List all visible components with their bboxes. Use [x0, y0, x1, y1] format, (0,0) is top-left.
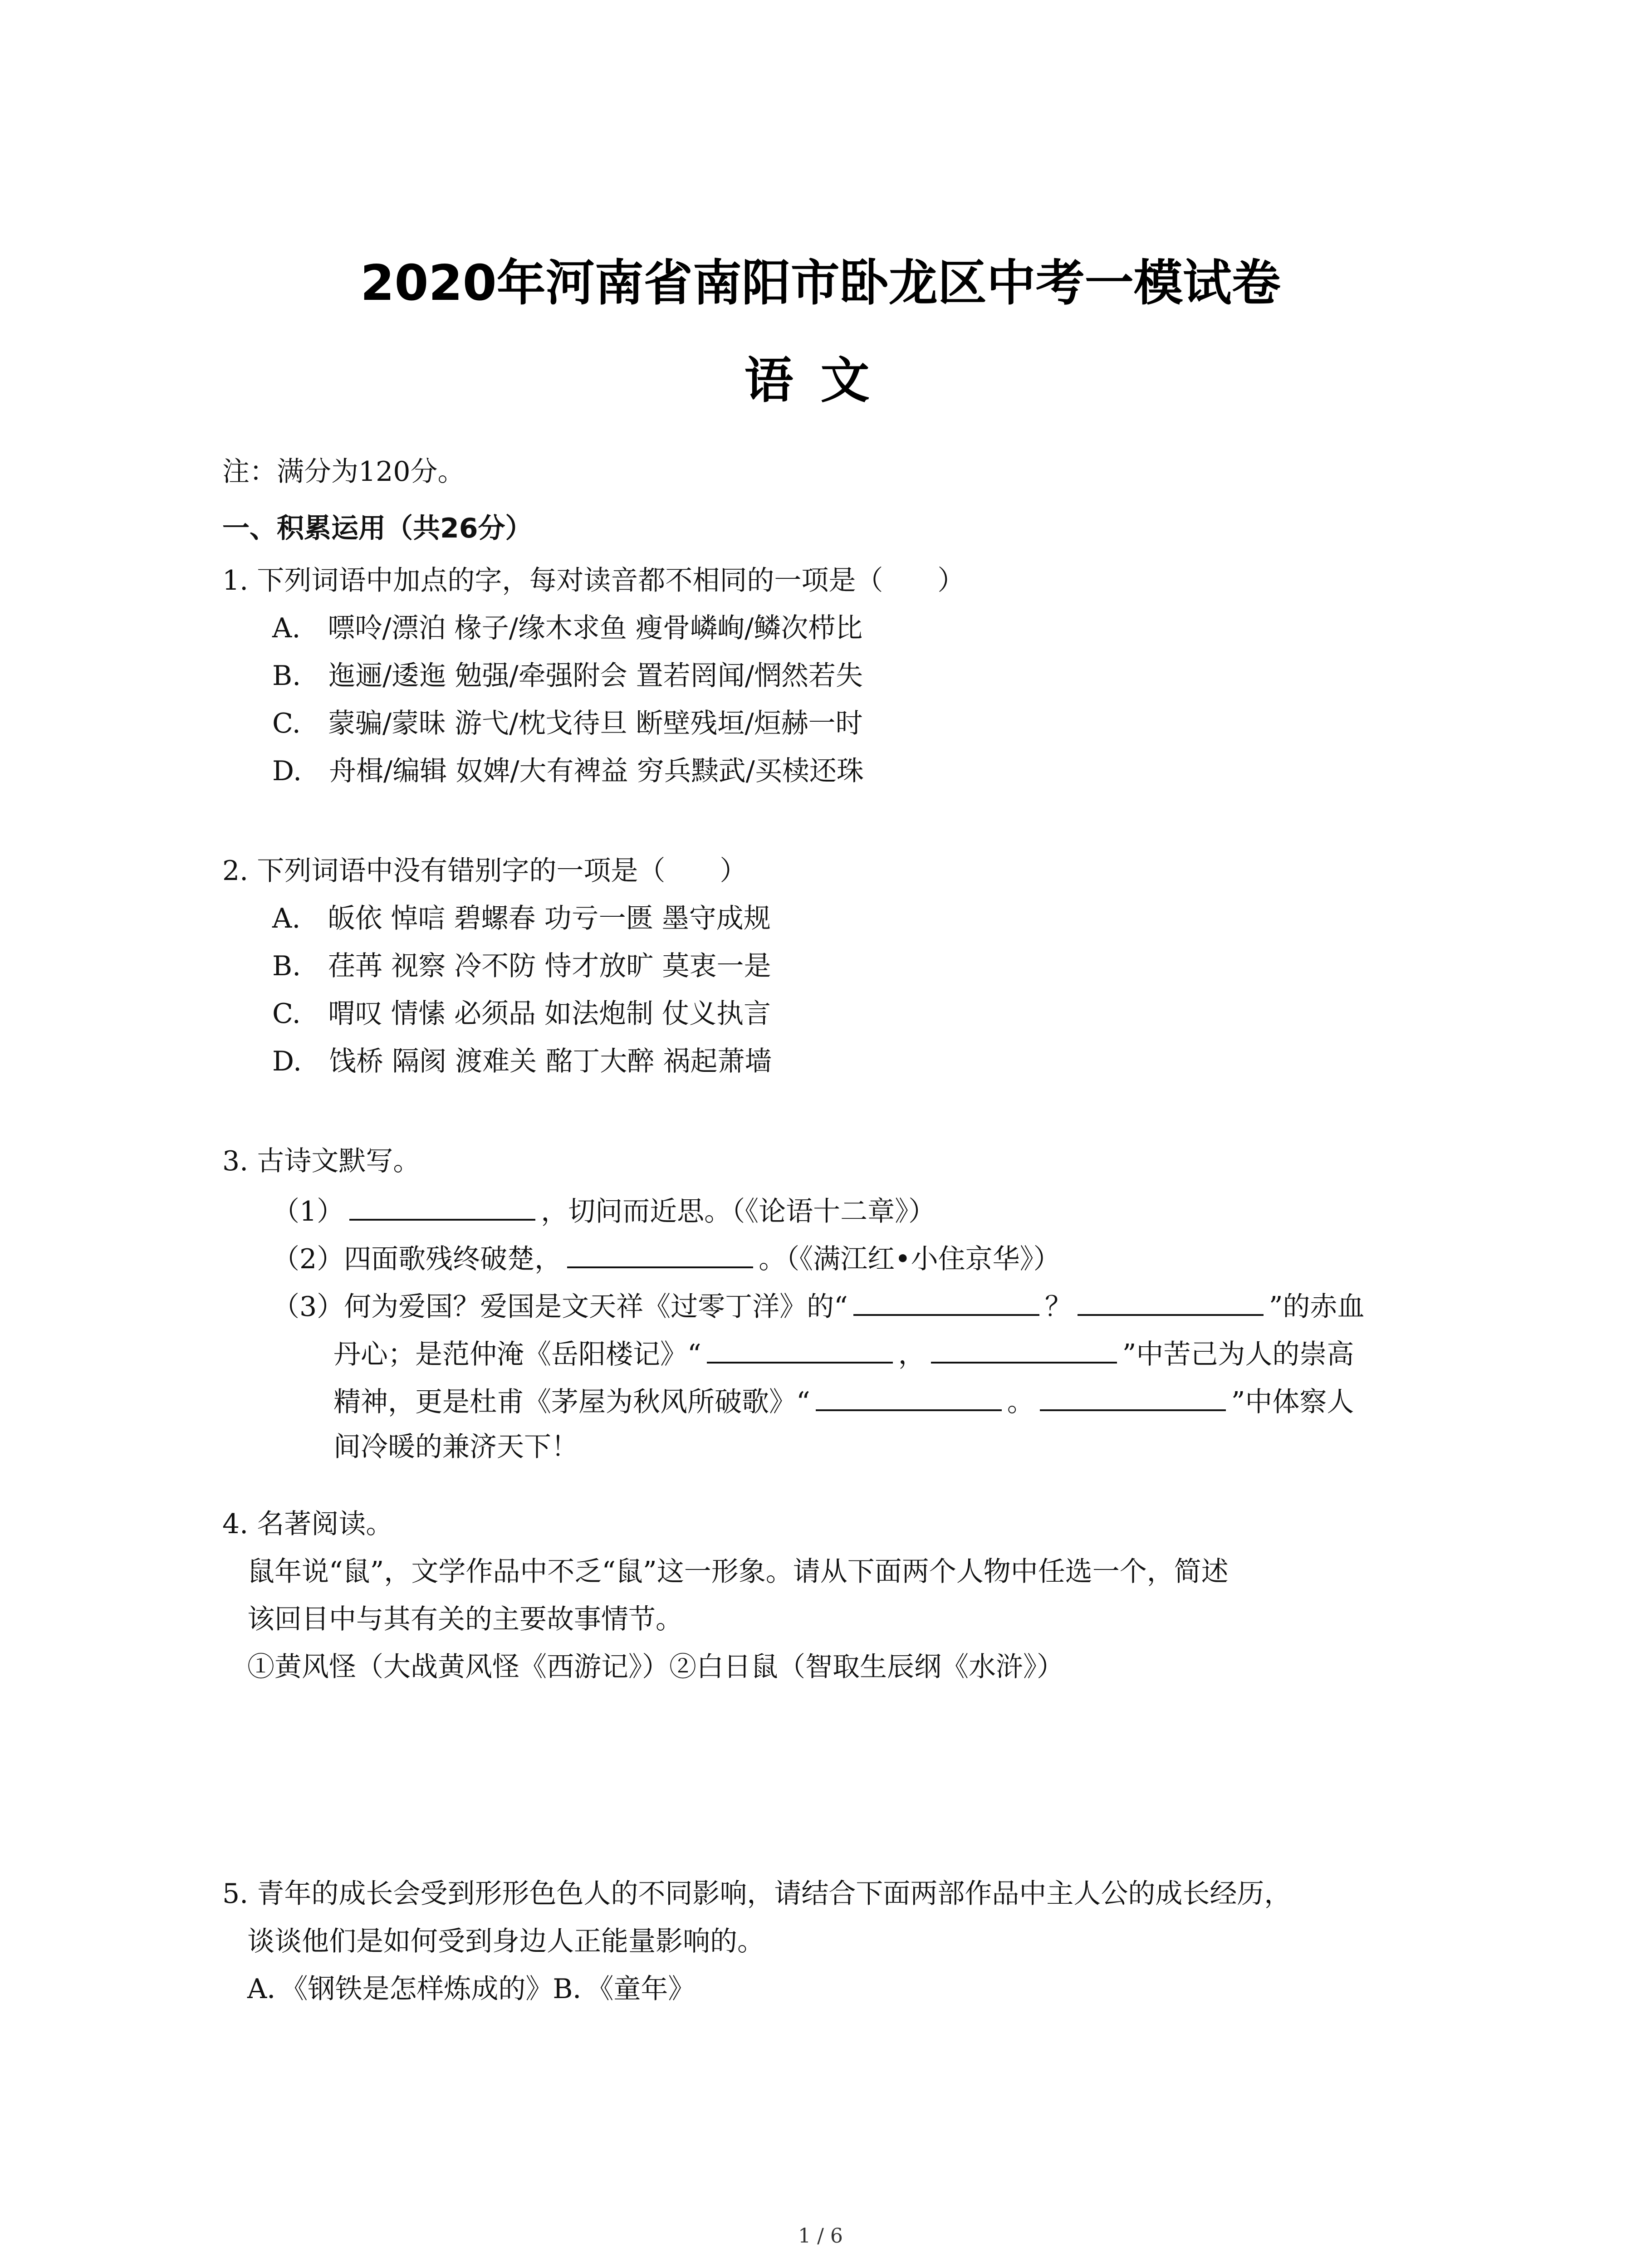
question-2-option-d: D. 饯桥 隔阂 渡难关 酩丁大醉 祸起萧墙 [272, 1046, 772, 1077]
question-3-part-3-line-1 [272, 1286, 1365, 1325]
subject-title: 语文 [744, 352, 897, 409]
question-3-part-3-line-3 [333, 1381, 1354, 1420]
part-3-text-b: ？ [1044, 1291, 1072, 1323]
question-4-line-2: 该回目中与其有关的主要故事情节。 [247, 1603, 683, 1635]
answer-blank[interactable] [349, 1191, 535, 1221]
part-2-text-after: 。（《满江红•小住京华》） [759, 1243, 1061, 1275]
page-number: 1 / 6 [798, 2224, 843, 2248]
question-1-option-c: C. 蒙骗/蒙昧 游弋/枕戈待旦 断壁残垣/烜赫一时 [272, 708, 863, 739]
answer-blank[interactable] [1078, 1286, 1264, 1316]
question-3-part-3-line-2 [333, 1334, 1354, 1373]
part-3-line-3-b: 。 [1007, 1386, 1034, 1418]
part-3-line-3-c: ”中体察人 [1231, 1386, 1354, 1418]
part-1-text: ，切问而近思。（《论语十二章》） [541, 1196, 936, 1227]
question-5-line-2: 谈谈他们是如何受到身边人正能量影响的。 [247, 1926, 764, 1957]
answer-blank[interactable] [816, 1381, 1002, 1411]
section-heading: 一、积累运用（共26分） [222, 513, 533, 544]
question-2-option-c: C. 喟叹 情愫 必须品 如法炮制 仗义执言 [272, 998, 771, 1030]
question-4-stem: 4. 名著阅读。 [222, 1508, 393, 1540]
part-3-number: （3） [272, 1291, 344, 1323]
question-3-part-3-line-4: 间冷暖的兼济天下！ [333, 1431, 578, 1463]
answer-blank[interactable] [931, 1334, 1117, 1364]
part-3-text-a: 何为爱国？爱国是文天祥《过零丁洋》的“ [344, 1291, 848, 1323]
part-3-line-2-b: ， [898, 1339, 926, 1370]
question-2-option-b: B. 荏苒 视察 冷不防 恃才放旷 莫衷一是 [272, 950, 771, 982]
part-3-text-c: ”的赤血 [1269, 1291, 1365, 1323]
part-2-text-before: 四面歌残终破楚， [344, 1243, 562, 1275]
score-note: 注：满分为120分。 [222, 456, 465, 488]
answer-blank[interactable] [853, 1286, 1039, 1316]
question-1-option-d: D. 舟楫/编辑 奴婢/大有裨益 穷兵黩武/买椟还珠 [272, 755, 864, 787]
question-1-option-a: A. 嘌呤/漂泊 椽子/缘木求鱼 瘦骨嶙峋/鳞次栉比 [272, 612, 863, 644]
question-3-part-1 [272, 1191, 936, 1230]
exam-title: 2020年河南省南阳市卧龙区中考一模试卷 [360, 255, 1281, 312]
part-3-line-3-a: 精神，更是杜甫《茅屋为秋风所破歌》“ [333, 1386, 810, 1418]
answer-blank[interactable] [707, 1334, 893, 1364]
question-5-line-3: A．《钢铁是怎样炼成的》B．《童年》 [247, 1973, 696, 2005]
part-3-line-2-c: ”中苦己为人的崇高 [1122, 1339, 1354, 1370]
question-4-line-1: 鼠年说“鼠”，文学作品中不乏“鼠”这一形象。请从下面两个人物中任选一个，简述 [247, 1556, 1229, 1588]
part-2-number: （2） [272, 1243, 344, 1275]
question-1-option-b: B. 迤逦/逶迤 勉强/牵强附会 置若罔闻/惘然若失 [272, 660, 863, 692]
part-3-line-2-a: 丹心；是范仲淹《岳阳楼记》“ [333, 1339, 701, 1370]
question-3-stem: 3. 古诗文默写。 [222, 1145, 421, 1177]
part-1-number: （1） [272, 1196, 344, 1227]
question-2-stem: 2. 下列词语中没有错别字的一项是（ ） [222, 855, 747, 887]
answer-blank[interactable] [1040, 1381, 1226, 1411]
question-2-option-a: A. 皈依 悼唁 碧螺春 功亏一匮 墨守成规 [272, 903, 771, 934]
question-1-stem: 1. 下列词语中加点的字，每对读音都不相同的一项是（ ） [222, 565, 965, 596]
answer-blank[interactable] [567, 1238, 753, 1268]
question-5-stem: 5. 青年的成长会受到形形色色人的不同影响，请结合下面两部作品中主人公的成长经历， [222, 1878, 1292, 1910]
question-4-line-3: ①黄风怪（大战黄风怪《西游记》）②白日鼠（智取生辰纲《水浒》） [247, 1651, 1064, 1683]
question-3-part-2 [272, 1238, 1061, 1277]
